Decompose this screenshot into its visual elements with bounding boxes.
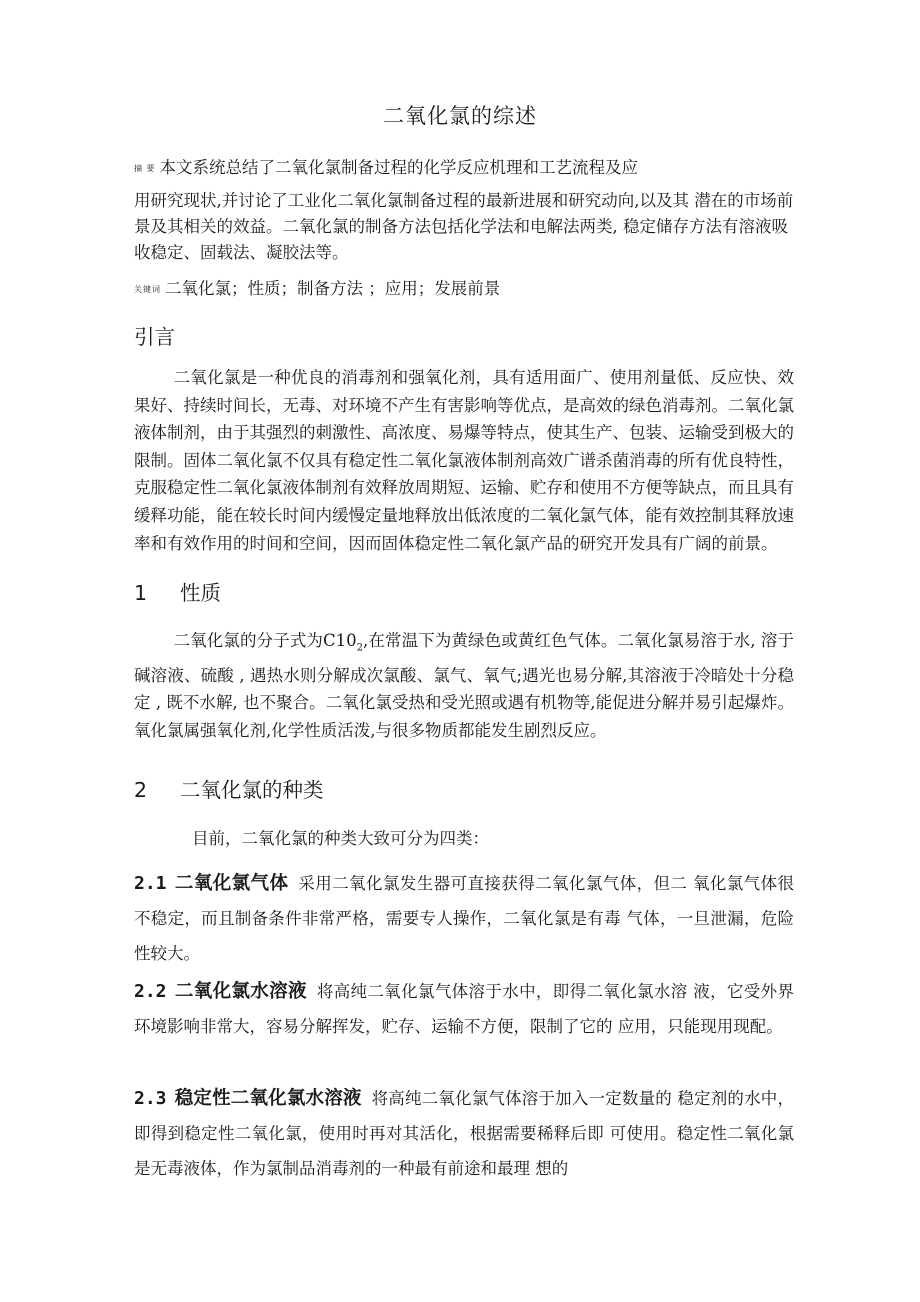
subsection-2-3-number: 2.3 [134,1088,167,1109]
abstract-body: 用研究现状,并讨论了工业化二氧化氯制备过程的最新进展和研究动向,以及其 潜在的市场前景及其相关的效益。二氧化氯的制备方法包括化学法和电解法两类, 稳定储存方法有溶液吸收稳定、固载法、凝胶法等。 [134,190,794,262]
abstract-block [134,155,794,266]
section1-paragraph [134,627,794,745]
section2-number: 2 [134,778,148,802]
abstract-first-line [134,155,794,182]
keywords-text: 二氧化氯；性质；制备方法 ；应用；发展前景 [165,279,501,298]
section1-number: 1 [134,581,148,605]
keywords-tag: 关键词 [134,284,161,294]
section1-text-post: ,在常温下为黄绿色或黄红色气体。二氧化氯易溶于水, 溶于碱溶液、硫酸 , 遇热水则分解成次氯酸、氯气、氧气;遇光也易分解,其溶液于冷暗处十分稳定 , 既不水解, 也不聚合。二氧化氯受热和受光照或遇有机物等,能促进分解并易引起爆炸。氧化氯属强氧化剂,化学性质活泼,与很多物质都能发生剧烈反应。 [134,631,794,741]
section1-heading-text: 性质 [180,581,221,605]
subsection-2-1 [134,866,794,971]
subsection-2-3 [134,1081,794,1186]
subsection-2-1-title: 二氧化氯气体 [174,873,289,894]
section1-subscript: 2 [356,642,364,654]
section2-intro: 目前，二氧化氯的种类大致可分为四类： [192,829,489,848]
section1-text-pre: 二氧化氯的分子式为C10 [173,631,357,650]
section1-heading [134,576,221,606]
section2-heading [134,773,324,803]
intro-heading-text: 引言 [134,325,175,349]
subsection-2-2-title: 二氧化氯水溶液 [174,981,307,1002]
abstract-tag: 摘 要 [134,163,156,173]
subsection-2-3-title: 稳定性二氧化氯水溶液 [174,1088,362,1109]
keywords-line [134,276,794,303]
subsection-2-2 [134,974,794,1044]
intro-paragraph: 二氧化氯是一种优良的消毒剂和强氧化剂，具有适用面广、使用剂量低、反应快、效果好、持续时间长，无毒、对环境不产生有害影响等优点，是高效的绿色消毒剂。二氧化氯液体制剂，由于其强烈的刺激性、高浓度、易爆等特点，使其生产、包装、运输受到极大的限制。固体二氧化氯不仅具有稳定性二氧化氯液体制剂高效广谱杀菌消毒的所有优良特性，克服稳定性二氧化氯液体制剂有效释放周期短、运输、贮存和使用不方便等缺点，而且具有缓释功能，能在较长时间内缓慢定量地释放出低浓度的二氧化氯气体，能有效控制其释放速率和有效作用的时间和空间，因而固体稳定性二氧化氯产品的研究开发具有广阔的前景。 [134,368,794,553]
document-title: 二氧化氯的综述 [383,104,537,128]
intro-heading [134,320,175,350]
subsection-2-3-text: 将高纯二氧化氯气体溶于加入一定数量的 稳定剂的水中，即得到稳定性二氧化氯，使用时再对其活化，根据需要稀释后即 可使用。稳定性二氧化氯是无毒液体，作为氯制品消毒剂的一种最有前途和最理 想的 [134,1089,794,1178]
abstract-first-text: 本文系统总结了二氧化氯制备过程的化学反应机理和工艺流程及应 [159,158,639,177]
section2-heading-text: 二氧化氯的种类 [180,778,324,802]
subsection-2-1-number: 2.1 [134,873,167,894]
subsection-2-2-number: 2.2 [134,981,167,1002]
subsection-2-2-text: 将高纯二氧化氯气体溶于水中，即得二氧化氯水溶 液，它受外界环境影响非常大，容易分解挥发，贮存、运输不方便，限制了它的 应用，只能现用现配。 [134,982,794,1036]
subsection-2-1-text: 采用二氧化氯发生器可直接获得二氧化氯气体，但二 氧化氯气体很不稳定，而且制备条件非常严格，需要专人操作，二氧化氯是有毒 气体，一旦泄漏，危险性较大。 [134,874,794,963]
